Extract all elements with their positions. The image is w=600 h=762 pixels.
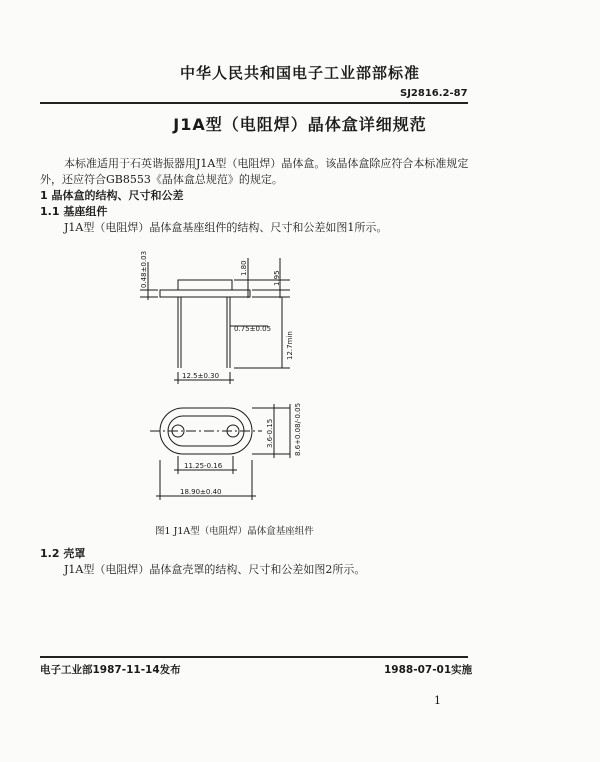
footer-rule <box>40 656 468 658</box>
issued-date: 电子工业部1987-11-14发布 <box>40 664 181 676</box>
dim-label-small-top: 1.80 <box>240 260 248 276</box>
header-plate <box>160 290 250 297</box>
dim-label-right-top: 1.95 <box>273 270 281 286</box>
section-1-heading: 1 晶体盒的结构、尺寸和公差 <box>40 189 184 202</box>
figure-1-caption: 图1 J1A型（电阻焊）晶体盒基座组件 <box>155 526 314 537</box>
page-number: 1 <box>434 694 441 707</box>
document-title: J1A型（电阻焊）晶体盒详细规范 <box>173 115 427 134</box>
effective-date: 1988-07-01实施 <box>384 664 473 676</box>
section-1-2-text: J1A型（电阻焊）晶体盒壳罩的结构、尺寸和公差如图2所示。 <box>64 563 366 576</box>
header-flange <box>178 280 232 290</box>
standard-code: SJ2816.2-87 <box>400 88 468 99</box>
dim-label-pitch: 11.25-0.16 <box>184 462 223 470</box>
issuing-organization: 中华人民共和国电子工业部部标准 <box>179 64 420 82</box>
intro-line-1: 本标准适用于石英谐振器用J1A型（电阻焊）晶体盒。该晶体盒除应符合本标准规定 <box>64 157 469 170</box>
dim-label-height1: 3.6-0.15 <box>266 418 274 448</box>
dim-label-pin-dia: 0.75±0.05 <box>234 325 272 333</box>
dim-label-pin-len: 12.7min <box>286 331 294 360</box>
dim-label-width: 12.5±0.30 <box>182 372 220 380</box>
section-1-1-text: J1A型（电阻焊）晶体盒基座组件的结构、尺寸和公差如图1所示。 <box>64 221 388 234</box>
dim-label-left-top: 0.48±0.03 <box>140 250 148 288</box>
intro-line-2: 外，还应符合GB8553《晶体盒总规范》的规定。 <box>40 173 283 186</box>
section-1-1-heading: 1.1 基座组件 <box>40 205 108 218</box>
dim-label-height2: 8.6+0.08/-0.05 <box>294 402 302 456</box>
dim-label-total: 18.90±0.40 <box>180 488 222 496</box>
section-1-2-heading: 1.2 壳罩 <box>40 547 86 560</box>
